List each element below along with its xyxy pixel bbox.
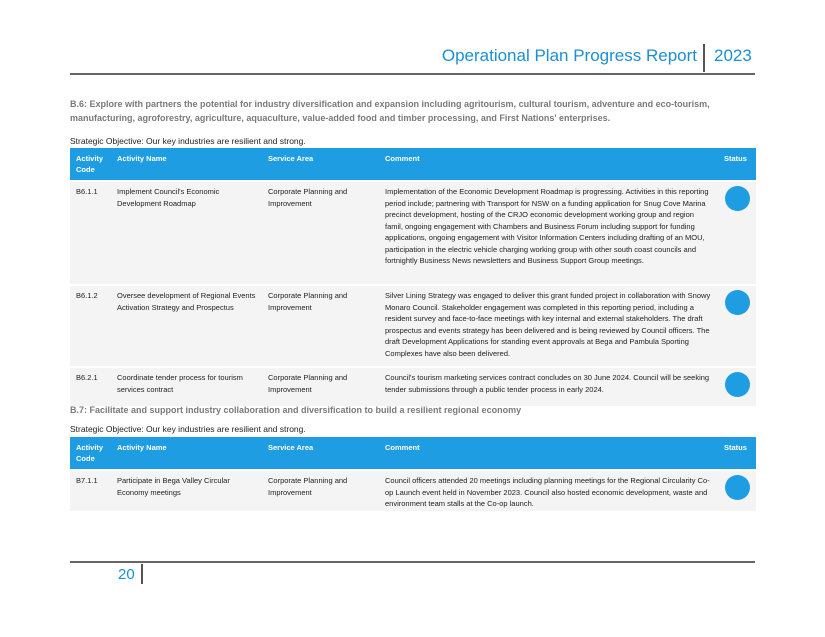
- activity-code: B7.1.1: [70, 470, 111, 511]
- col-header-status: Status: [718, 437, 756, 470]
- report-year: 2023: [714, 46, 752, 65]
- activity-code: B6.2.1: [70, 367, 111, 406]
- activity-table-b7: [70, 437, 756, 511]
- status-cell: [718, 470, 756, 511]
- status-indicator-icon: [725, 475, 750, 500]
- table-header-row: [70, 437, 756, 470]
- table-row: [70, 367, 756, 406]
- strategic-objective-b7: Strategic Objective: Our key industries are resilient and strong.: [70, 424, 306, 434]
- status-cell: [718, 367, 756, 406]
- table-row: [70, 285, 756, 367]
- activity-comment: Council officers attended 20 meetings including planning meetings for the Regional Circularity Co-op Launch event held in November 2023. Council also hosted economic development, waste and environment team stalls at the Co-op launch.: [379, 470, 718, 511]
- header-rule: [70, 73, 755, 75]
- activity-comment: Implementation of the Economic Development Roadmap is progressing. Activities in this reporting period include; partnering with Transport for NSW on a funding application for Snug Cove Marina precinct development, hosting of the CRJO economic development working group and region famil, ongoing engagement with Chambers and Business Forum including support for funding applications, ongoing engagement with Visitor Information Centers including drafting of an MOU, participation in the electric vehicle charging working group with other south coast councils and fortnightly Business News newsletters and Business Support Group meetings.: [379, 181, 718, 285]
- col-header-area: Service Area: [262, 437, 379, 470]
- activity-comment: Silver Lining Strategy was engaged to deliver this grant funded project in collaboration with Snowy Monaro Council. Stakeholder engagement was completed in this reporting period, including a resident survey and face-to-face meetings with key internal and external stakeholders. The draft prospectus and events strategy has been delivered and is being reviewed by Council officers. The draft Development Applications for standing event approvals at Bega and Pambula Sporting Complexes have also been delivered.: [379, 285, 718, 367]
- strategic-objective-b6: Strategic Objective: Our key industries are resilient and strong.: [70, 136, 306, 146]
- page-number: 20: [118, 566, 135, 583]
- col-header-code: Activity Code: [70, 437, 111, 470]
- col-header-name: Activity Name: [111, 437, 262, 470]
- col-header-code: Activity Code: [70, 148, 111, 181]
- col-header-comment: Comment: [379, 437, 718, 470]
- page-header: [0, 44, 825, 74]
- status-indicator-icon: [725, 290, 750, 315]
- col-header-status: Status: [718, 148, 756, 181]
- service-area: Corporate Planning and Improvement: [262, 181, 379, 285]
- status-cell: [718, 181, 756, 285]
- service-area: Corporate Planning and Improvement: [262, 285, 379, 367]
- col-header-name: Activity Name: [111, 148, 262, 181]
- activity-code: B6.1.1: [70, 181, 111, 285]
- footer-rule: [70, 561, 755, 563]
- report-title: Operational Plan Progress Report: [441, 46, 697, 65]
- status-cell: [718, 285, 756, 367]
- col-header-comment: Comment: [379, 148, 718, 181]
- activity-table-b6: [70, 148, 756, 406]
- service-area: Corporate Planning and Improvement: [262, 367, 379, 406]
- service-area: Corporate Planning and Improvement: [262, 470, 379, 511]
- col-header-area: Service Area: [262, 148, 379, 181]
- section-heading-b7: B.7: Facilitate and support industry collaboration and diversification to build a resilient regional economy: [70, 405, 522, 415]
- status-indicator-icon: [725, 372, 750, 397]
- activity-name: Participate in Bega Valley Circular Economy meetings: [111, 470, 262, 511]
- header-divider: [703, 44, 705, 72]
- section-heading-b6: B.6: Explore with partners the potential for industry diversification and expansion including agritourism, cultural tourism, adventure and eco-tourism, manufacturing, agroforestry, agriculture, aquaculture, value-added food and timber processing, and First Nations' enterprises.: [70, 99, 710, 123]
- activity-name: Implement Council's Economic Development Roadmap: [111, 181, 262, 285]
- status-indicator-icon: [725, 186, 750, 211]
- activity-comment: Council's tourism marketing services contract concludes on 30 June 2024. Council will be seeking tender submissions through a public tender process in early 2024.: [379, 367, 718, 406]
- table-row: [70, 181, 756, 285]
- activity-code: B6.1.2: [70, 285, 111, 367]
- table-header-row: [70, 148, 756, 181]
- activity-name: Coordinate tender process for tourism services contract: [111, 367, 262, 406]
- page-number-divider: [141, 564, 143, 584]
- activity-name: Oversee development of Regional Events Activation Strategy and Prospectus: [111, 285, 262, 367]
- table-row: [70, 470, 756, 511]
